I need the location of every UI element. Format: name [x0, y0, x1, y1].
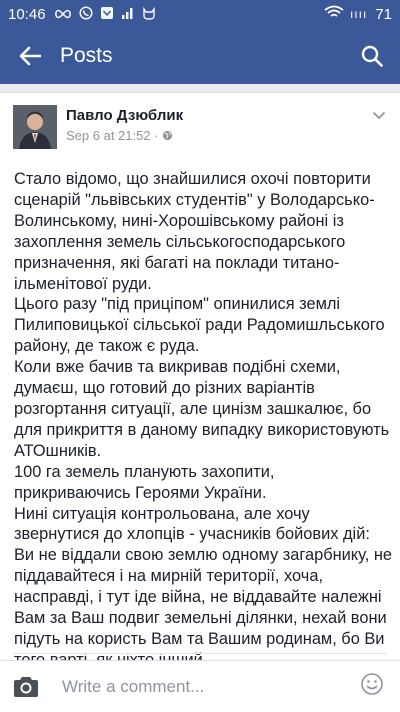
camera-button[interactable] [0, 676, 52, 698]
comment-input[interactable]: Write a comment... [62, 676, 205, 696]
signal-bars-icon [121, 6, 135, 23]
search-icon [361, 45, 383, 67]
status-bar [0, 0, 400, 28]
infinity-icon [54, 7, 72, 22]
smiley-icon [360, 672, 384, 696]
globe-icon [162, 128, 173, 143]
status-right [324, 5, 392, 23]
post-meta: Sep 6 at 21:52 · [66, 128, 173, 143]
comment-bar [0, 660, 400, 712]
post-options-button[interactable] [372, 107, 386, 125]
post-card [0, 92, 400, 661]
app-bar [0, 28, 400, 84]
wifi-icon [324, 5, 344, 23]
page-title: Posts [60, 44, 113, 67]
camera-icon [12, 676, 40, 698]
voicemail-icon [100, 6, 114, 23]
battery-level: 71 [375, 5, 392, 23]
clock: 10:46 [8, 5, 46, 23]
post-paragraph: 100 га земель планують захопити, прикриваючись Героями України. [14, 462, 275, 502]
cat-icon [142, 6, 156, 23]
post-paragraph: Нині ситуація контрольована, але хочу звернутися до хлопців - учасників бойових дій: Ви не віддали свою землю одному загарбнику, не піддавайтеся і на мирній території, хоча, насправді, і тут іде війна, не віддавайте належні Вам за Ваш подвиг земельні ділянки, нехай вони підуть на користь Вам та Вашим родинам, бо Ви [14, 504, 392, 648]
back-button[interactable] [0, 28, 60, 84]
viber-icon [79, 6, 93, 23]
avatar[interactable] [13, 105, 57, 149]
chevron-down-icon [372, 111, 386, 120]
arrow-left-icon [19, 46, 41, 66]
post-paragraph: Стало відомо, що знайшилися охочі повторити сценарій "львівських студентів" у Володарсько-Волинському, нині-Хорошівському районі із захоплення земель сільськогосподарського призначення, які багаті на поклади титано-ільменітової руди. [14, 170, 375, 293]
post-date[interactable]: Sep 6 at 21:52 [66, 128, 151, 143]
post-paragraph: Коли вже бачив та викривав подібні схеми, думаєш, що готовий до різних варіантів розгортання ситуації, але цинізм зашкалює, бо для прикриття в даному випадку використовують АТОшників. [14, 358, 390, 460]
post-paragraph: Цього разу "під приціпом" опинилися землі Пилиповицької сільської ради Радомишльського району, де також є руда. [14, 295, 385, 356]
post-body [14, 169, 394, 671]
search-button[interactable] [344, 28, 400, 84]
author-name[interactable]: Павло Дзюблик [66, 107, 184, 124]
divider [14, 653, 386, 654]
carrier-signal: ıııı [349, 7, 368, 21]
emoji-button[interactable] [360, 672, 384, 701]
